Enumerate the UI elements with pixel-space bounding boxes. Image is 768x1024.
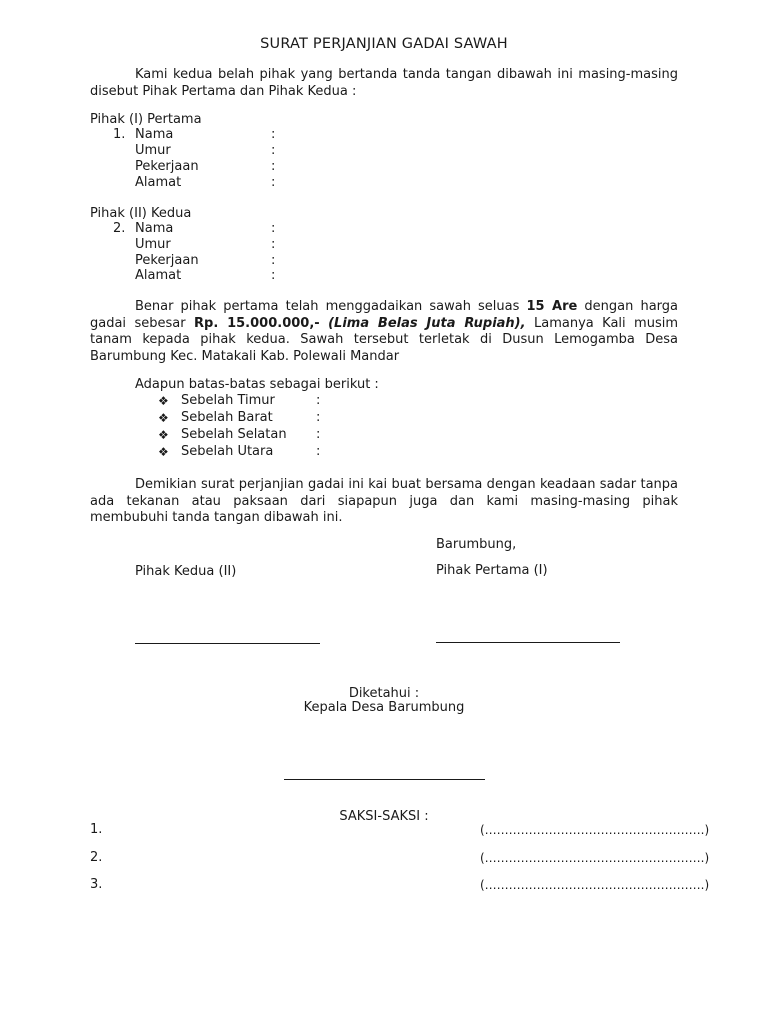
pihak2-field-row [0, 221, 768, 237]
boundary-colon: : [316, 410, 321, 425]
field-colon: : [271, 268, 276, 283]
boundary-label: Sebelah Barat [181, 410, 273, 425]
witness-signature-blank: (……………………………………………….) [480, 851, 710, 865]
pihak2-field-row [0, 237, 768, 253]
witnesses-heading: SAKSI-SAKSI : [339, 809, 429, 824]
boundaries-intro: Adapun batas-batas sebagai berikut : [135, 377, 379, 392]
agreement-area: 15 Are [526, 299, 578, 314]
signing-place: Barumbung, [436, 537, 517, 552]
boundary-label: Sebelah Selatan [181, 427, 287, 442]
pihak1-field-row [0, 159, 768, 175]
signature-line-village-head [284, 779, 485, 780]
witness-row [0, 822, 768, 838]
agreement-paragraph [90, 299, 678, 365]
bullet-icon: ❖ [158, 445, 169, 459]
witness-signature-blank: (……………………………………………….) [480, 878, 710, 892]
signer-right-label: Pihak Pertama (I) [436, 563, 548, 578]
agreement-text-2: dengan harga gadai sebesar [90, 299, 678, 331]
pihak2-field-row [0, 268, 768, 284]
pihak1-field-row [0, 143, 768, 159]
bullet-icon: ❖ [158, 411, 169, 425]
boundary-colon: : [316, 444, 321, 459]
pihak1-field-label: Pekerjaan [135, 159, 199, 174]
document-title: SURAT PERJANJIAN GADAI SAWAH [260, 36, 508, 52]
pihak2-field-label: Alamat [135, 268, 182, 283]
village-head-label: Kepala Desa Barumbung [303, 700, 465, 715]
witness-row [0, 850, 768, 866]
field-colon: : [271, 237, 276, 252]
pihak1-number: 1. [113, 127, 126, 142]
bullet-icon: ❖ [158, 394, 169, 408]
pihak2-field-label: Umur [135, 237, 171, 252]
witness-row [0, 877, 768, 893]
pihak1-field-row [0, 175, 768, 191]
pihak1-field-label: Alamat [135, 175, 182, 190]
signature-line-left [135, 643, 320, 644]
field-colon: : [271, 253, 276, 268]
boundary-label: Sebelah Utara [181, 444, 274, 459]
signature-line-right [436, 642, 620, 643]
pihak1-field-row [0, 127, 768, 143]
acknowledged-label: Diketahui : [348, 686, 420, 701]
closing-paragraph [90, 477, 678, 527]
witness-number: 3. [90, 877, 103, 892]
witness-number: 1. [90, 822, 103, 837]
witness-number: 2. [90, 850, 103, 865]
pihak1-heading: Pihak (I) Pertama [90, 112, 202, 127]
agreement-price-words: (Lima Belas Juta Rupiah), [328, 315, 526, 331]
boundary-item [0, 427, 768, 443]
field-colon: : [271, 127, 276, 142]
intro-text: Kami kedua belah pihak yang bertanda tanda tangan dibawah ini masing-masing disebut Pihak Pertama dan Pihak Kedua : [90, 67, 678, 99]
pihak1-field-label: Umur [135, 143, 171, 158]
boundary-item [0, 393, 768, 409]
bullet-icon: ❖ [158, 428, 169, 442]
intro-paragraph [90, 67, 678, 100]
closing-text: Demikian surat perjanjian gadai ini kai buat bersama dengan keadaan sadar tanpa ada tekanan atau paksaan dari siapapun juga dan kami masing-masing pihak membubuhi tanda tangan dibawah ini. [90, 477, 678, 525]
pihak2-number: 2. [113, 221, 126, 236]
boundary-item [0, 410, 768, 426]
witness-signature-blank: (……………………………………………….) [480, 823, 710, 837]
agreement-text-1: Benar pihak pertama telah menggadaikan sawah seluas [135, 299, 527, 314]
pihak2-field-label: Nama [135, 221, 174, 236]
field-colon: : [271, 175, 276, 190]
pihak2-field-row [0, 253, 768, 269]
boundary-item [0, 444, 768, 460]
boundary-colon: : [316, 393, 321, 408]
pihak2-field-label: Pekerjaan [135, 253, 199, 268]
agreement-price: Rp. 15.000.000,- [194, 315, 320, 331]
pihak1-field-label: Nama [135, 127, 174, 142]
signer-left-label: Pihak Kedua (II) [135, 564, 237, 579]
pihak2-heading: Pihak (II) Kedua [90, 206, 192, 221]
boundary-label: Sebelah Timur [181, 393, 275, 408]
field-colon: : [271, 159, 276, 174]
field-colon: : [271, 143, 276, 158]
agreement-text-3: Lamanya Kali musim tanam kepada pihak kedua. Sawah tersebut terletak di Dusun Lemogamba Desa Barumbung Kec. Matakali Kab. Polewali Mandar [90, 315, 679, 364]
boundary-colon: : [316, 427, 321, 442]
field-colon: : [271, 221, 276, 236]
